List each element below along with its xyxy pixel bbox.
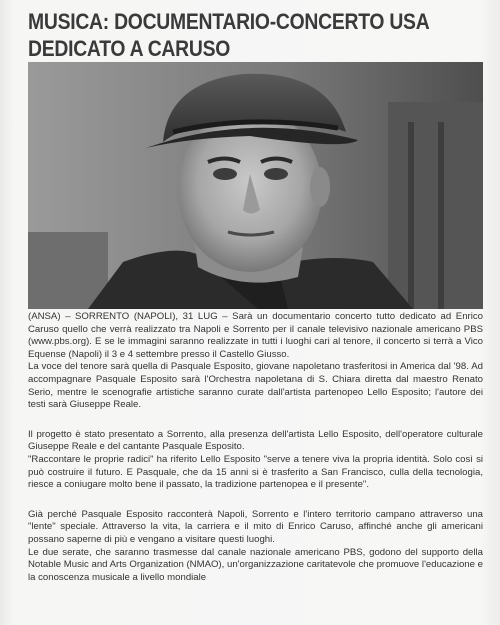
- article-paragraph: "Raccontare le proprie radici" ha riferito Lello Esposito "serve a tenere viva la propria identità. Solo così si può costruire il futuro. E Pasquale, che da 15 anni si è trasferito a San Francisco, culla della tecnologia, riesce a coniugare molto bene il passato, la tradizione partenopea e il presente".: [28, 453, 483, 491]
- article-body: [28, 311, 483, 584]
- article-paragraph: Il progetto è stato presentato a Sorrento, alla presenza dell'artista Lello Esposito, dell'operatore culturale Giuseppe Reale e del cantante Pasquale Esposito.: [28, 428, 483, 453]
- article-paragraph: (ANSA) – SORRENTO (NAPOLI), 31 LUG – Sarà un documentario concerto tutto dedicato ad Enrico Caruso quello che verrà realizzato tra Napoli e Sorrento per il canale televisivo nazionale americano PBS (www.pbs.org). E se le immagini saranno realizzate in tutti i luoghi cari al tenore, il concerto si terrà a Vico Equense (Napoli) il 3 e 4 settembre presso il Castello Giusso.: [28, 311, 483, 360]
- caruso-portrait-photo: [28, 62, 483, 309]
- article-paragraph: Le due serate, che saranno trasmesse dal canale nazionale americano PBS, godono del supporto della Notable Music and Arts Organization (NMAO), un'organizzazione caritatevole che promuove l'educazione e la conoscenza musicale a livello mondiale: [28, 546, 483, 583]
- article-paragraph: La voce del tenore sarà quella di Pasquale Esposito, giovane napoletano trasferitosi in America dal '98. Ad accompagnare Pasquale Esposito sarà l'Orchestra napoletana di S. Chiara diretta dal maestro Renato Serio, mentre le scenografie artistiche saranno curate dall'artista partenopeo Lello Esposito; l'autore dei testi sarà Giuseppe Reale.: [28, 361, 483, 411]
- article-paragraph: Già perché Pasquale Esposito racconterà Napoli, Sorrento e l'intero territorio campano attraverso una "lente" speciale. Attraverso la vita, la carriera e il mito di Enrico Caruso, affinché anche gli americani possano saperne di più e vengano a visitare questi luoghi.: [28, 508, 483, 545]
- article-headline: MUSICA: DOCUMENTARIO-CONCERTO USA DEDICATO A CARUSO: [28, 9, 429, 61]
